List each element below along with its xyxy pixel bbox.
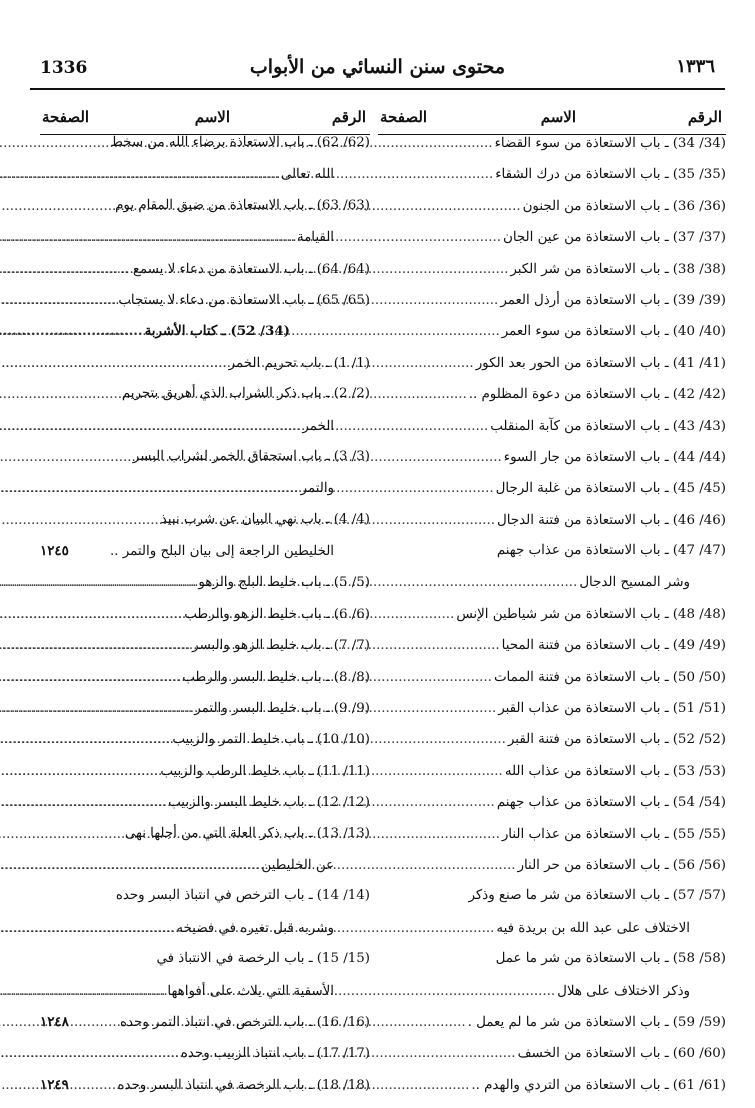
toc-entry: [378, 606, 726, 637]
entry-title: ـ باب الاستعاذة من سوء العمر: [501, 324, 669, 340]
entry-number: (3 /3): [333, 448, 370, 464]
entry-number: (13 /13): [316, 825, 370, 841]
entry-number: (50 /50): [672, 669, 726, 685]
entry-number: (18 /18): [316, 1077, 370, 1093]
toc-list: [40, 135, 370, 1108]
entry-title: ـ باب الترخص في انتباذ البسر وحده: [115, 888, 313, 904]
toc-entry: [378, 261, 726, 292]
toc-entry: [378, 166, 726, 197]
entry-title: ـ باب الاستعاذة من شر شياطين الإنس: [456, 606, 669, 622]
entry-title: ـ باب استحقاق الخمر لشراب البسر: [132, 448, 330, 464]
toc-entry: [40, 669, 370, 700]
right-column: [378, 104, 726, 1108]
entry-page: ١٢٤٥: [40, 543, 69, 560]
toc-entry: [378, 637, 726, 668]
section-heading: [40, 323, 370, 354]
entry-title: ـ باب الاستعاذة من دعوة المظلوم ..: [468, 387, 669, 403]
entry-title: ـ باب الاستعاذة من عذاب جهنم: [496, 795, 669, 811]
toc-entry: [40, 1045, 370, 1076]
dot-leader: [0, 921, 174, 936]
dot-leader: [0, 575, 196, 590]
entry-number: (5 /5): [333, 575, 370, 591]
entry-number: (63 /63): [316, 197, 370, 213]
entry-number: (14 /14): [316, 888, 370, 904]
entry-number: (40 /40): [672, 324, 726, 340]
entry-title: ـ باب الاستعاذة من الجنون: [522, 198, 669, 214]
toc-entry: [378, 794, 726, 825]
header-page: الصفحة: [380, 108, 428, 126]
entry-number: (11 /11): [316, 763, 370, 779]
entry-number: (51 /51): [672, 701, 726, 717]
entry-title: ـ باب انتباذ الزبيب وحده: [180, 1046, 313, 1062]
entry-title: ـ باب الاستعاذة من أرذل العمر: [500, 292, 669, 308]
entry-number: (41 /41): [672, 355, 726, 371]
entry-number: (39 /39): [672, 292, 726, 308]
toc-entry: [40, 449, 370, 480]
entry-title: ـ باب نهي البيان عن شرب نبيذ: [160, 511, 330, 527]
entry-number: (37 /37): [672, 230, 726, 246]
entry-number: (62 /62): [316, 135, 370, 150]
header-name: الاسم: [194, 108, 230, 126]
entry-title: الأسقية التي يلاث على أفواهها: [167, 983, 334, 999]
entry-title: ـ باب الاستعاذة من عذاب الله: [504, 763, 669, 779]
entry-title: ـ باب خليط البسر والرطب: [182, 669, 330, 685]
entry-title: ـ باب الاستعاذة من فتنة القبر: [507, 732, 669, 748]
toc-entry: [378, 512, 726, 543]
entry-number: (6 /6): [333, 606, 370, 622]
toc-entry: [378, 669, 726, 700]
entry-title: ـ باب الاستعاذة من سوء القضاء: [494, 136, 669, 151]
toc-entry: [378, 480, 726, 511]
toc-entry: [378, 386, 726, 417]
header-num: الرقم: [331, 108, 366, 126]
toc-entry: [40, 951, 370, 982]
toc-entry: [40, 826, 370, 857]
entry-title: ـ باب الاستعاذة من دعاء لا يستجاب: [118, 292, 313, 308]
toc-entry: [378, 1045, 726, 1076]
entry-number: (2 /2): [333, 386, 370, 402]
toc-entry: [378, 826, 726, 857]
toc-entry: [378, 731, 726, 762]
toc-entry: [378, 198, 726, 229]
toc-entry: [378, 857, 726, 888]
entry-title: ـ باب خليط التمر والزبيب: [172, 732, 313, 748]
dot-leader: [0, 732, 170, 747]
entry-title: ـ باب خليط الزهو والبسر: [192, 638, 330, 654]
dot-leader: [0, 230, 295, 245]
entry-page: ١٢٤٩: [40, 1076, 69, 1093]
entry-title: ـ باب الاستعاذة من دعاء لا يسمع ..: [120, 261, 313, 277]
entry-number: (55 /55): [672, 826, 726, 842]
toc-entry: [378, 983, 726, 1014]
toc-list: [378, 135, 726, 1108]
entry-title: ـ باب خليط البسر والتمر: [194, 701, 330, 717]
toc-entry: [40, 1077, 370, 1108]
dot-leader: [0, 795, 166, 810]
entry-title: ـ باب الاستعاذة من حر النار: [517, 857, 669, 873]
toc-entry: [40, 606, 370, 637]
toc-entry: [378, 449, 726, 480]
entry-number: (52 /52): [672, 732, 726, 748]
page-title: محتوى سنن النسائي من الأبواب: [249, 56, 506, 78]
entry-title: ـ باب الاستعاذة من شر الكبر: [510, 261, 669, 277]
toc-entry: [40, 763, 370, 794]
column-header: [40, 104, 370, 135]
page-number-arabic: ١٣٣٦: [676, 56, 715, 77]
toc-entry: [40, 637, 370, 668]
toc-entry: [40, 355, 370, 386]
entry-title: ـ باب الاستعاذة من درك الشقاء: [495, 167, 669, 183]
dot-leader: [0, 262, 118, 277]
toc-entry: [378, 292, 726, 323]
entry-title: ـ باب ذكر الشراب الذي أهريق بتحريم: [121, 386, 330, 402]
header-name: الاسم: [540, 108, 576, 126]
entry-title: وشربه قبل تغيره في فضيخه: [176, 920, 334, 936]
entry-number: (35 /35): [672, 167, 726, 183]
entry-title: والتمر: [300, 481, 334, 497]
entry-title: ـ باب الاستعاذة من جار السوء: [503, 449, 669, 465]
entry-title: ـ باب الاستعاذة من الخسف: [517, 1046, 669, 1062]
left-column: [40, 104, 370, 1108]
entry-number: (9 /9): [333, 701, 370, 717]
header-num: الرقم: [687, 108, 722, 126]
toc-entry: [40, 229, 370, 260]
dot-leader: [0, 764, 158, 779]
toc-entry: [40, 794, 370, 825]
entry-title: ـ باب الاستعاذة من الحور بعد الكور: [475, 355, 669, 371]
dot-leader: [0, 293, 116, 308]
header-page: الصفحة: [42, 108, 90, 126]
toc-entry: [40, 166, 370, 197]
toc-entry: [378, 543, 726, 574]
entry-number: (12 /12): [316, 795, 370, 811]
entry-number: (53 /53): [672, 763, 726, 779]
entry-number: (8 /8): [333, 669, 370, 685]
entry-title: ـ باب الاستعاذة من كآبة المنقلب: [490, 418, 669, 434]
page-header: [30, 52, 725, 90]
entry-title: ـ باب تحريم الخمر: [228, 355, 330, 371]
dot-leader: [0, 701, 192, 716]
toc-entry: [40, 1014, 370, 1045]
toc-entry: [40, 261, 370, 292]
toc-entry: [40, 512, 370, 543]
entry-title: ـ باب الرخصة في الانتباذ في: [156, 951, 313, 967]
toc-entry: [40, 731, 370, 762]
dot-leader: [0, 323, 143, 339]
toc-entry: [40, 480, 370, 511]
entry-title: ـ باب الاستعاذة من فتنة المحيا: [501, 638, 669, 654]
toc-entry: [378, 700, 726, 731]
entry-number: (61 /61): [672, 1077, 726, 1093]
page-number-latin: 1336: [40, 58, 88, 78]
entry-title: ـ باب الرخصة في انتباذ البسر وحده: [117, 1077, 313, 1093]
entry-title: الخليطين الراجعة إلى بيان البلح والتمر ..: [109, 544, 334, 560]
toc-entry: [40, 135, 370, 166]
entry-title: (34/ 52) ـ كتاب الأشربة: [144, 323, 290, 340]
entry-number: (7 /7): [333, 638, 370, 654]
entry-title: ـ باب الاستعاذة من عين الجان: [503, 230, 669, 246]
dot-leader: [0, 638, 190, 653]
entry-number: (17 /17): [316, 1046, 370, 1062]
entry-number: (49 /49): [672, 638, 726, 654]
dot-leader: [0, 858, 259, 873]
entry-title: ـ باب الاستعاذة من عذاب القبر: [498, 701, 669, 717]
entry-title: الله تعالى: [280, 167, 334, 183]
entry-title: ـ باب خليط الرطب والزبيب: [160, 763, 313, 779]
dot-leader: [0, 167, 279, 182]
entry-title: ـ باب ذكر العلة التي من أجلها نهى: [124, 825, 313, 841]
entry-title: ـ باب الاستعاذة من عذاب النار: [501, 826, 669, 842]
toc-entry: [40, 418, 370, 449]
entry-title: ـ باب الاستعاذة من شر ما لم يعمل .: [467, 1014, 669, 1030]
toc-entry: [378, 355, 726, 386]
toc-entry: [40, 857, 370, 888]
entry-number: (10 /10): [316, 732, 370, 748]
toc-entry: [40, 920, 370, 951]
entry-title: الاختلاف على عبد الله بن بريدة فيه: [496, 920, 690, 936]
entry-number: (16 /16): [316, 1014, 370, 1030]
toc-entry: [378, 135, 726, 166]
entry-title: ـ باب الاستعاذة من غلبة الرجال: [495, 481, 669, 497]
dot-leader: [0, 481, 299, 496]
entry-title: القيامة: [296, 230, 334, 246]
toc-entry: [40, 983, 370, 1014]
toc-entry: [40, 543, 370, 574]
entry-number: (44 /44): [672, 449, 726, 465]
entry-number: (43 /43): [672, 418, 726, 434]
dot-leader: [0, 1046, 179, 1061]
entry-title: ـ باب الاستعاذة من شر ما عمل: [495, 951, 669, 967]
toc-entry: [40, 700, 370, 731]
entry-title: الخمر: [302, 418, 334, 434]
entry-number: (65 /65): [316, 292, 370, 308]
entry-number: (4 /4): [333, 511, 370, 527]
toc-entry: [378, 1014, 726, 1045]
toc-entry: [40, 198, 370, 229]
entry-number: (57 /57): [672, 888, 726, 904]
entry-title: ـ باب الاستعاذة من عذاب جهنم: [496, 543, 669, 559]
toc-entry: [378, 1077, 726, 1108]
toc-entry: [378, 920, 726, 951]
dot-leader: [0, 419, 300, 434]
column-header: [378, 104, 726, 135]
entry-page: ١٢٤٨: [40, 1013, 69, 1030]
toc-entry: [40, 888, 370, 919]
toc-entry: [40, 292, 370, 323]
toc-entry: [40, 574, 370, 605]
dot-leader: [0, 356, 227, 371]
entry-title: ـ باب الاستعاذة من فتنة الدجال: [497, 512, 669, 528]
entry-title: ـ باب الاستعاذة من ضيق المقام يوم: [115, 197, 313, 213]
toc-entry: [378, 951, 726, 982]
entry-title: ـ باب الاستعاذة من شر ما صنع وذكر: [468, 888, 669, 904]
entry-title: ـ باب الاستعاذة برضاء الله من سخط: [110, 135, 313, 150]
entry-number: (54 /54): [672, 795, 726, 811]
entry-number: (47 /47): [672, 543, 726, 559]
entry-number: (38 /38): [672, 261, 726, 277]
entry-title: وشر المسيح الدجال: [579, 575, 690, 591]
dot-leader: [0, 984, 165, 999]
entry-number: (46 /46): [672, 512, 726, 528]
entry-title: ـ باب الاستعاذة من التردي والهدم ..: [471, 1077, 669, 1093]
toc-entry: [378, 229, 726, 260]
entry-title: ـ باب الاستعاذة من فتنة الممات: [493, 669, 669, 685]
entry-number: (64 /64): [316, 261, 370, 277]
toc-entry: [378, 323, 726, 354]
toc-entry: [378, 418, 726, 449]
entry-number: (60 /60): [672, 1046, 726, 1062]
dot-leader: [0, 670, 180, 685]
toc-entry: [378, 574, 726, 605]
entry-number: (15 /15): [316, 951, 370, 967]
dot-leader: [0, 607, 182, 622]
entry-number: (34 /34): [672, 136, 726, 151]
entry-title: ـ باب خليط البلح والزهو: [198, 575, 330, 591]
entry-number: (56 /56): [672, 857, 726, 873]
entry-number: (59 /59): [672, 1014, 726, 1030]
entry-number: (1 /1): [333, 355, 370, 371]
entry-number: (36 /36): [672, 198, 726, 214]
toc-entry: [378, 888, 726, 919]
entry-title: وذكر الاختلاف على هلال: [557, 983, 690, 999]
entry-title: ـ باب خليط البسر والزبيب: [168, 795, 313, 811]
entry-number: (42 /42): [672, 387, 726, 403]
entry-title: ـ باب خليط الزهو والرطب: [184, 606, 330, 622]
entry-title: عن الخليطين: [261, 857, 334, 873]
toc-entry: [378, 763, 726, 794]
entry-number: (58 /58): [672, 951, 726, 967]
toc-entry: [40, 386, 370, 417]
entry-title: ـ باب الترخص في انتباذ التمر وحده: [120, 1014, 313, 1030]
entry-number: (48 /48): [672, 606, 726, 622]
entry-number: (45 /45): [672, 481, 726, 497]
